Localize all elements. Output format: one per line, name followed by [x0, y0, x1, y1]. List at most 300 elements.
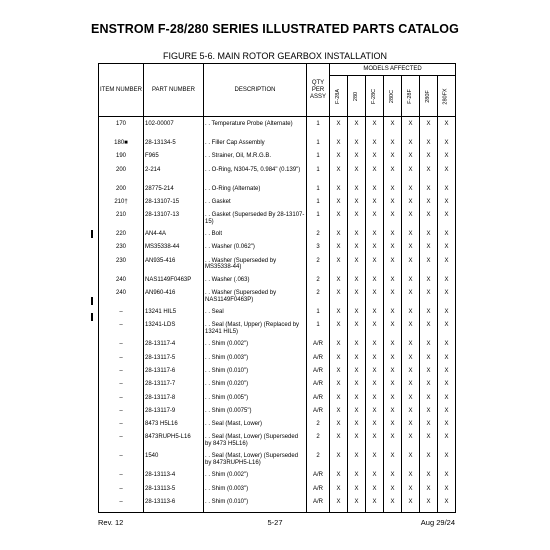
model-applicability-cell: X [366, 258, 384, 277]
part-number-cell: 28-13117-8 [144, 395, 204, 408]
table-row [99, 453, 456, 472]
model-applicability-cell: X [348, 290, 366, 309]
table-row [99, 277, 456, 290]
part-number-cell: 28-13117-7 [144, 381, 204, 394]
table-row [99, 199, 456, 212]
description-cell: . . Shim (0.002") [204, 472, 307, 485]
part-number-cell: 13241-LDS [144, 322, 204, 341]
model-applicability-cell: X [330, 355, 348, 368]
change-bar [91, 230, 93, 238]
description-cell: . . Seal (Mast, Upper) (Replaced by 13241 HIL5) [204, 322, 307, 341]
table-row [99, 322, 456, 341]
model-applicability-cell: X [420, 244, 438, 257]
qty-cell: 2 [307, 421, 330, 434]
model-applicability-cell: X [348, 153, 366, 166]
table-row [99, 212, 456, 231]
description-cell: . . Temperature Probe (Alternate) [204, 121, 307, 140]
model-applicability-cell: X [384, 472, 402, 485]
item-number-cell: 180■ [99, 140, 144, 153]
model-applicability-cell: X [420, 472, 438, 485]
model-applicability-cell: X [384, 231, 402, 244]
model-applicability-cell: X [438, 290, 456, 309]
model-applicability-cell: X [384, 258, 402, 277]
table-row [99, 121, 456, 140]
item-number-cell: – [99, 453, 144, 472]
table-row [99, 167, 456, 186]
model-applicability-cell: X [330, 395, 348, 408]
model-applicability-cell: X [402, 368, 420, 381]
table-row [99, 140, 456, 153]
table-row [99, 486, 456, 499]
table-row [99, 186, 456, 199]
model-applicability-cell: X [402, 121, 420, 140]
model-applicability-cell: X [402, 186, 420, 199]
change-bar [91, 297, 93, 305]
model-applicability-cell: X [366, 408, 384, 421]
model-applicability-cell: X [348, 421, 366, 434]
table-row [99, 355, 456, 368]
part-number-cell: 28-13117-6 [144, 368, 204, 381]
model-header-label: F-28A [334, 88, 341, 104]
table-row [99, 434, 456, 453]
model-applicability-cell: X [330, 140, 348, 153]
part-number-cell: AN960-416 [144, 290, 204, 309]
model-applicability-cell: X [366, 167, 384, 186]
model-applicability-cell: X [330, 212, 348, 231]
qty-cell: 1 [307, 212, 330, 231]
model-applicability-cell: X [438, 277, 456, 290]
part-number-cell: NAS1149F0463P [144, 277, 204, 290]
model-header [384, 76, 402, 117]
description-cell: . . Shim (0.010") [204, 499, 307, 513]
part-number-cell: 2-214 [144, 167, 204, 186]
qty-cell: 2 [307, 231, 330, 244]
part-number-header: PART NUMBER [144, 64, 204, 117]
part-number-cell: 1540 [144, 453, 204, 472]
description-cell: . . Gasket (Superseded By 28-13107-15) [204, 212, 307, 231]
model-applicability-cell: X [348, 277, 366, 290]
model-applicability-cell: X [384, 453, 402, 472]
model-applicability-cell: X [402, 244, 420, 257]
model-applicability-cell: X [420, 421, 438, 434]
model-applicability-cell: X [420, 486, 438, 499]
model-applicability-cell: X [384, 186, 402, 199]
model-applicability-cell: X [330, 309, 348, 322]
model-applicability-cell: X [402, 153, 420, 166]
part-number-cell: 102-00007 [144, 121, 204, 140]
model-applicability-cell: X [384, 290, 402, 309]
model-applicability-cell: X [420, 121, 438, 140]
table-row [99, 421, 456, 434]
model-applicability-cell: X [384, 499, 402, 513]
model-applicability-cell: X [348, 472, 366, 485]
page-number: 5-27 [267, 518, 283, 527]
model-applicability-cell: X [438, 258, 456, 277]
model-applicability-cell: X [384, 140, 402, 153]
model-applicability-cell: X [402, 277, 420, 290]
model-applicability-cell: X [366, 381, 384, 394]
model-applicability-cell: X [420, 277, 438, 290]
models-affected-header: MODELS AFFECTED [330, 64, 456, 76]
table-row [99, 231, 456, 244]
model-applicability-cell: X [384, 244, 402, 257]
qty-header: QTY PER ASSY [307, 64, 330, 117]
model-applicability-cell: X [438, 381, 456, 394]
model-applicability-cell: X [366, 140, 384, 153]
item-number-cell: 240 [99, 290, 144, 309]
qty-cell: A/R [307, 395, 330, 408]
model-applicability-cell: X [348, 381, 366, 394]
model-applicability-cell: X [438, 199, 456, 212]
model-applicability-cell: X [438, 434, 456, 453]
part-number-cell: 28775-214 [144, 186, 204, 199]
model-applicability-cell: X [348, 453, 366, 472]
model-applicability-cell: X [366, 153, 384, 166]
model-applicability-cell: X [384, 121, 402, 140]
item-number-cell: 220 [99, 231, 144, 244]
qty-cell: 1 [307, 153, 330, 166]
model-applicability-cell: X [438, 355, 456, 368]
model-applicability-cell: X [438, 421, 456, 434]
part-number-cell: 28-13134-5 [144, 140, 204, 153]
model-applicability-cell: X [420, 381, 438, 394]
model-applicability-cell: X [366, 277, 384, 290]
model-applicability-cell: X [420, 355, 438, 368]
model-applicability-cell: X [420, 231, 438, 244]
model-applicability-cell: X [438, 408, 456, 421]
model-applicability-cell: X [330, 277, 348, 290]
qty-cell: 2 [307, 290, 330, 309]
model-applicability-cell: X [402, 499, 420, 513]
table-row [99, 472, 456, 485]
description-cell: . . Gasket [204, 199, 307, 212]
revision-date: Aug 29/24 [420, 518, 455, 527]
model-applicability-cell: X [330, 341, 348, 354]
model-header [438, 76, 456, 117]
model-applicability-cell: X [330, 186, 348, 199]
model-applicability-cell: X [438, 309, 456, 322]
table-row [99, 309, 456, 322]
model-applicability-cell: X [384, 421, 402, 434]
model-applicability-cell: X [402, 290, 420, 309]
model-applicability-cell: X [348, 322, 366, 341]
model-applicability-cell: X [402, 199, 420, 212]
item-number-cell: – [99, 486, 144, 499]
table-row [99, 341, 456, 354]
description-cell: . . Seal [204, 309, 307, 322]
model-applicability-cell: X [402, 421, 420, 434]
model-applicability-cell: X [348, 395, 366, 408]
item-number-cell: 200 [99, 186, 144, 199]
model-applicability-cell: X [438, 499, 456, 513]
model-applicability-cell: X [402, 486, 420, 499]
model-applicability-cell: X [402, 309, 420, 322]
model-applicability-cell: X [420, 408, 438, 421]
qty-cell: 1 [307, 309, 330, 322]
part-number-cell: 28-13113-6 [144, 499, 204, 513]
table-row [99, 499, 456, 513]
model-applicability-cell: X [402, 231, 420, 244]
part-number-cell: 28-13117-4 [144, 341, 204, 354]
model-applicability-cell: X [420, 153, 438, 166]
model-applicability-cell: X [348, 121, 366, 140]
model-applicability-cell: X [330, 434, 348, 453]
model-applicability-cell: X [330, 244, 348, 257]
model-applicability-cell: X [330, 121, 348, 140]
model-header-label: F-28F [406, 88, 413, 104]
model-applicability-cell: X [438, 212, 456, 231]
qty-cell: 3 [307, 244, 330, 257]
item-number-cell: 200 [99, 167, 144, 186]
model-applicability-cell: X [438, 186, 456, 199]
model-applicability-cell: X [348, 309, 366, 322]
table-row [99, 290, 456, 309]
model-applicability-cell: X [366, 231, 384, 244]
model-applicability-cell: X [330, 453, 348, 472]
model-applicability-cell: X [438, 121, 456, 140]
description-header: DESCRIPTION [204, 64, 307, 117]
item-number-cell: – [99, 499, 144, 513]
part-number-cell: 8473 H5L16 [144, 421, 204, 434]
model-applicability-cell: X [438, 153, 456, 166]
model-applicability-cell: X [438, 231, 456, 244]
model-applicability-cell: X [330, 486, 348, 499]
item-number-cell: – [99, 341, 144, 354]
table-row [99, 395, 456, 408]
model-applicability-cell: X [348, 167, 366, 186]
model-applicability-cell: X [330, 322, 348, 341]
model-applicability-cell: X [438, 167, 456, 186]
model-applicability-cell: X [402, 341, 420, 354]
model-header [348, 76, 366, 117]
model-applicability-cell: X [384, 199, 402, 212]
description-cell: . . Washer (Superseded by MS35338-44) [204, 258, 307, 277]
model-applicability-cell: X [366, 244, 384, 257]
description-cell: . . Washer (0.062") [204, 244, 307, 257]
model-applicability-cell: X [330, 153, 348, 166]
model-applicability-cell: X [438, 453, 456, 472]
model-applicability-cell: X [420, 309, 438, 322]
item-number-header: ITEM NUMBER [99, 64, 144, 117]
model-applicability-cell: X [420, 186, 438, 199]
table-row [99, 368, 456, 381]
model-applicability-cell: X [402, 434, 420, 453]
item-number-cell: – [99, 408, 144, 421]
description-cell: . . Shim (0.003") [204, 355, 307, 368]
model-applicability-cell: X [402, 355, 420, 368]
model-applicability-cell: X [384, 381, 402, 394]
model-applicability-cell: X [438, 322, 456, 341]
item-number-cell: 230 [99, 244, 144, 257]
model-applicability-cell: X [420, 368, 438, 381]
model-applicability-cell: X [420, 167, 438, 186]
description-cell: . . Seal (Mast, Lower) [204, 421, 307, 434]
qty-cell: 1 [307, 199, 330, 212]
part-number-cell: 28-13107-15 [144, 199, 204, 212]
qty-cell: A/R [307, 341, 330, 354]
item-number-cell: – [99, 434, 144, 453]
model-applicability-cell: X [384, 408, 402, 421]
model-applicability-cell: X [384, 309, 402, 322]
model-applicability-cell: X [420, 212, 438, 231]
model-applicability-cell: X [366, 309, 384, 322]
model-applicability-cell: X [384, 434, 402, 453]
model-applicability-cell: X [366, 290, 384, 309]
qty-cell: A/R [307, 381, 330, 394]
qty-cell: 1 [307, 167, 330, 186]
model-applicability-cell: X [438, 244, 456, 257]
model-applicability-cell: X [366, 186, 384, 199]
model-applicability-cell: X [402, 408, 420, 421]
description-cell: . . Shim (0.005") [204, 395, 307, 408]
table-row [99, 381, 456, 394]
model-applicability-cell: X [384, 355, 402, 368]
model-applicability-cell: X [420, 258, 438, 277]
model-applicability-cell: X [330, 368, 348, 381]
model-applicability-cell: X [402, 258, 420, 277]
model-applicability-cell: X [330, 231, 348, 244]
item-number-cell: – [99, 395, 144, 408]
model-header-label: 280F [424, 89, 431, 103]
model-applicability-cell: X [366, 434, 384, 453]
model-applicability-cell: X [384, 212, 402, 231]
model-applicability-cell: X [348, 231, 366, 244]
model-applicability-cell: X [402, 453, 420, 472]
item-number-cell: 230 [99, 258, 144, 277]
model-applicability-cell: X [420, 395, 438, 408]
qty-cell: 1 [307, 140, 330, 153]
model-header-label: F-28C [371, 88, 377, 104]
model-applicability-cell: X [384, 153, 402, 166]
model-header-label: 280C [389, 89, 395, 103]
item-number-cell: – [99, 322, 144, 341]
model-applicability-cell: X [366, 395, 384, 408]
item-number-cell: 210 [99, 212, 144, 231]
model-applicability-cell: X [438, 368, 456, 381]
part-number-cell: 28-13107-13 [144, 212, 204, 231]
model-applicability-cell: X [348, 212, 366, 231]
model-applicability-cell: X [366, 355, 384, 368]
item-number-cell: – [99, 472, 144, 485]
model-applicability-cell: X [384, 368, 402, 381]
model-applicability-cell: X [366, 453, 384, 472]
model-applicability-cell: X [384, 322, 402, 341]
qty-cell: A/R [307, 486, 330, 499]
model-applicability-cell: X [402, 212, 420, 231]
qty-cell: 1 [307, 186, 330, 199]
figure-title: FIGURE 5-6. MAIN ROTOR GEARBOX INSTALLATION [162, 51, 388, 61]
model-applicability-cell: X [402, 381, 420, 394]
part-number-cell: 28-13113-5 [144, 486, 204, 499]
model-applicability-cell: X [420, 322, 438, 341]
model-applicability-cell: X [348, 368, 366, 381]
qty-cell: 2 [307, 277, 330, 290]
qty-cell: A/R [307, 472, 330, 485]
model-applicability-cell: X [438, 395, 456, 408]
qty-cell: 2 [307, 434, 330, 453]
description-cell: . . Shim (0.003") [204, 486, 307, 499]
qty-cell: A/R [307, 368, 330, 381]
model-applicability-cell: X [330, 421, 348, 434]
item-number-cell: 240 [99, 277, 144, 290]
table-row [99, 258, 456, 277]
model-applicability-cell: X [348, 355, 366, 368]
model-applicability-cell: X [420, 199, 438, 212]
model-applicability-cell: X [330, 258, 348, 277]
description-cell: . . Shim (0.020") [204, 381, 307, 394]
model-applicability-cell: X [330, 472, 348, 485]
model-applicability-cell: X [348, 341, 366, 354]
model-applicability-cell: X [366, 499, 384, 513]
qty-cell: A/R [307, 499, 330, 513]
revision-label: Rev. 12 [98, 518, 124, 527]
qty-cell: 1 [307, 121, 330, 140]
part-number-cell: 13241 HIL5 [144, 309, 204, 322]
model-applicability-cell: X [438, 472, 456, 485]
model-header [420, 76, 438, 117]
model-applicability-cell: X [366, 322, 384, 341]
model-applicability-cell: X [330, 499, 348, 513]
part-number-cell: 28-13113-4 [144, 472, 204, 485]
model-applicability-cell: X [330, 408, 348, 421]
model-applicability-cell: X [420, 434, 438, 453]
part-number-cell: 28-13117-9 [144, 408, 204, 421]
model-applicability-cell: X [384, 341, 402, 354]
model-applicability-cell: X [402, 472, 420, 485]
qty-cell: 2 [307, 453, 330, 472]
model-applicability-cell: X [420, 453, 438, 472]
item-number-cell: 190 [99, 153, 144, 166]
item-number-cell: – [99, 421, 144, 434]
model-header-label: 280 [353, 91, 359, 101]
change-bar [91, 313, 93, 321]
table-row [99, 408, 456, 421]
description-cell: . . Shim (0.002") [204, 341, 307, 354]
model-applicability-cell: X [420, 140, 438, 153]
model-applicability-cell: X [366, 199, 384, 212]
model-applicability-cell: X [438, 140, 456, 153]
part-number-cell: 8473RUPH5-L16 [144, 434, 204, 453]
model-applicability-cell: X [348, 140, 366, 153]
model-applicability-cell: X [402, 395, 420, 408]
qty-cell: A/R [307, 355, 330, 368]
model-applicability-cell: X [438, 341, 456, 354]
part-number-cell: AN4-4A [144, 231, 204, 244]
model-applicability-cell: X [384, 395, 402, 408]
item-number-cell: – [99, 309, 144, 322]
description-cell: . . Bolt [204, 231, 307, 244]
model-applicability-cell: X [402, 140, 420, 153]
part-number-cell: AN935-416 [144, 258, 204, 277]
item-number-cell: – [99, 368, 144, 381]
model-applicability-cell: X [366, 341, 384, 354]
catalog-title: ENSTROM F-28/280 SERIES ILLUSTRATED PARTS CATALOG [91, 22, 459, 36]
description-cell: . . O-Ring, N304-75, 0.984" (0.139") [204, 167, 307, 186]
table-row [99, 244, 456, 257]
part-number-cell: MS35338-44 [144, 244, 204, 257]
qty-cell: 2 [307, 258, 330, 277]
model-header-label: 280FX [443, 87, 450, 105]
qty-cell: 1 [307, 322, 330, 341]
model-applicability-cell: X [366, 121, 384, 140]
part-number-cell: 28-13117-5 [144, 355, 204, 368]
model-applicability-cell: X [348, 244, 366, 257]
item-number-cell: 170 [99, 121, 144, 140]
table-row [99, 153, 456, 166]
model-applicability-cell: X [330, 381, 348, 394]
parts-table [98, 63, 455, 513]
model-header [402, 76, 420, 117]
